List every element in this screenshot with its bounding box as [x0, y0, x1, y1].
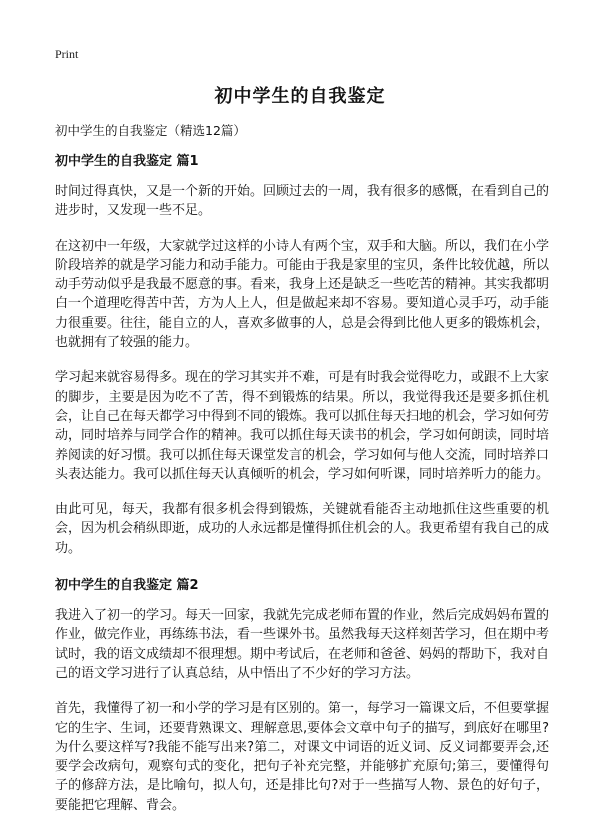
section-heading-2: 初中学生的自我鉴定 篇2	[55, 578, 199, 594]
page-title: 初中学生的自我鉴定	[214, 86, 386, 107]
paragraph: 学习起来就容易得多。现在的学习其实并不难，可是有时我会觉得吃力，或跟不上大家的脚步，主要是因为吃不了苦，得不到锻炼的结果。所以，我觉得我还是要多抓住机会，让自己在每天都学习中得到不同的锻炼。我可以抓住每天扫地的机会，学习如何劳动，同时培养与同学合作的精神。我可以抓住每天读书的机会，学习如何朗读，同时培养阅读的好习惯。我可以抓住每天课堂发言的机会，学习如何与他人交流，同时培养口头表达能力。我可以抓住每天认真倾听的机会，学习如何听课，同时培养听力的能力。	[55, 370, 550, 482]
paragraph: 在这初中一年级，大家就学过这样的小诗人有两个宝，双手和大脑。所以，我们在小学阶段培养的就是学习能力和动手能力。可能由于我是家里的宝贝，条件比较优越，所以动手劳动似乎是我最不愿意的事。看来，我身上还是缺乏一些吃苦的精神。其实我都明白一个道理吃得苦中苦，方为人上人，但是做起来却不容易。要知道心灵手巧，动手能力很重要。往往，能自立的人，喜欢多做事的人，总是会得到比他人更多的锻炼机会，也就拥有了较强的能力。	[55, 238, 550, 351]
paragraph: 我进入了初一的学习。每天一回家，我就先完成老师布置的作业，然后完成妈妈布置的作业，做完作业，再练练书法，看一些课外书。虽然我每天这样刻苦学习，但在期中考试时，我的语文成绩却不很理想。期中考试后，在老师和爸爸、妈妈的帮助下，我对自己的语文学习进行了认真总结，从中悟出了不少好的学习方法。	[55, 608, 550, 681]
paragraph: 时间过得真快，又是一个新的开始。回顾过去的一周，我有很多的感慨，在看到自己的进步时，又发现一些不足。	[55, 184, 550, 219]
paragraph: 由此可见，每天，我都有很多机会得到锻炼，关键就看能否主动地抓住这些重要的机会，因为机会稍纵即逝，成功的人永远都是懂得抓住机会的人。我更希望有我自己的成功。	[55, 502, 550, 556]
print-link[interactable]: Print	[55, 47, 79, 61]
document-body	[55, 150, 549, 815]
document-subtitle: 初中学生的自我鉴定（精选12篇）	[55, 123, 246, 138]
section-heading-1: 初中学生的自我鉴定 篇1	[55, 154, 199, 169]
paragraph: 首先，我懂得了初一和小学的学习是有区别的。第一，每学习一篇课文后，不但要掌握它的生字、生词，还要背熟课文、理解意思,要体会文章中句子的描写，到底好在哪里?为什么要这样写?我能不能写出来?第二，对课文中词语的近义词、反义词都要弄会,还要学会改病句，观察句式的变化，把句子补充完整，并能够扩充原句;第三，要懂得句子的修辞方法，是比喻句，拟人句，还是排比句?对于一些描写人物、景色的好句子，要能把它理解、背会。	[55, 701, 550, 813]
